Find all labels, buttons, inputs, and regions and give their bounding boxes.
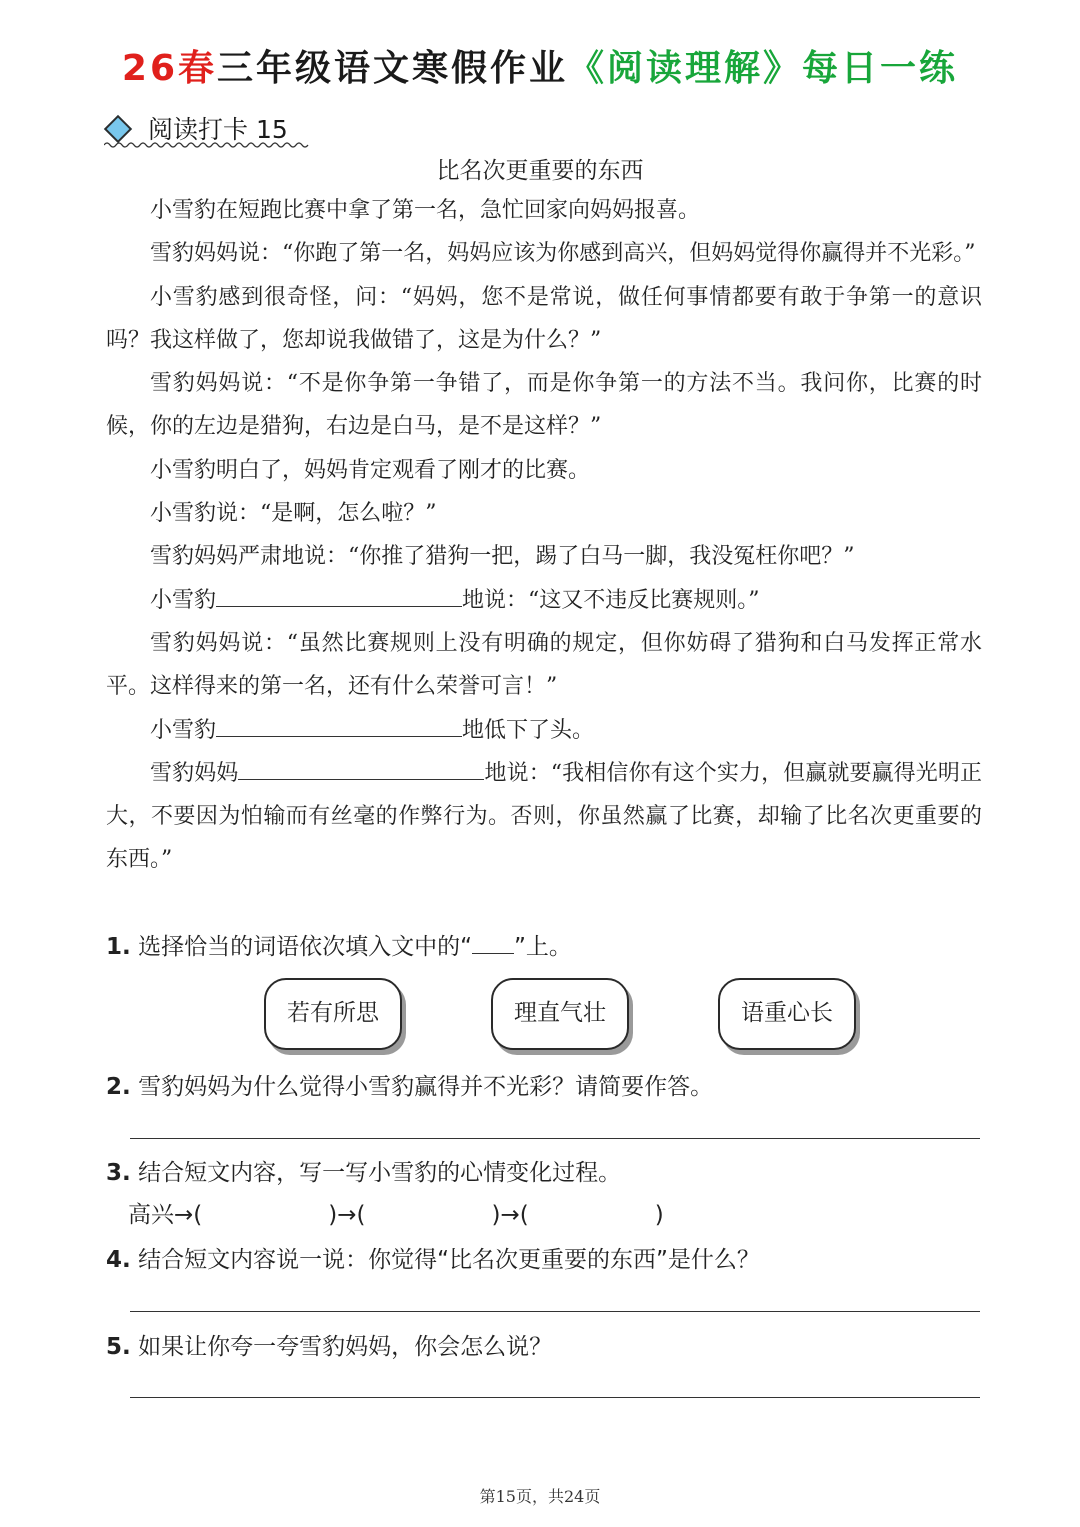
story-paragraph: 小雪豹明白了，妈妈肯定观看了刚才的比赛。 [150, 457, 591, 483]
story-paragraph: 小雪豹在短跑比赛中拿了第一名，急忙回家向妈妈报喜。 [150, 198, 701, 223]
mood-end: ) [654, 1202, 664, 1228]
choice-label: 若有所思 [287, 1000, 379, 1026]
question-text: 如果让你夸一夸雪豹妈妈，你会怎么说？ [138, 1334, 553, 1360]
story-paragraph-with-blank [106, 579, 982, 622]
mood-arrow: )→( [328, 1202, 366, 1228]
article-title: 比名次更重要的东西 [436, 158, 644, 184]
title-book: 《阅读理解》每日一练 [568, 48, 959, 89]
question-number: 5. [106, 1334, 131, 1360]
section-label: 阅读打卡 15 [148, 115, 288, 144]
fill-blank-3[interactable] [238, 757, 484, 780]
choice-card[interactable] [718, 978, 856, 1050]
mood-start: 高兴→( [128, 1202, 203, 1228]
story-paragraph: 小雪豹感到很奇怪，问：“妈妈，您不是常说，做任何事情都要有敢于争第一的意识吗？我这样做了，您却说我做错了，这是为什么？” [106, 284, 982, 353]
story-paragraph: 雪豹妈妈说：“虽然比赛规则上没有明确的规定，但你妨碍了猎狗和白马发挥正常水平。这样得来的第一名，还有什么荣誉可言！” [106, 630, 982, 700]
question-text: 选择恰当的词语依次填入文中的“ [138, 934, 472, 960]
question-number: 4. [106, 1247, 131, 1273]
page-title [0, 40, 1080, 91]
story-paragraph: 小雪豹说：“是啊，怎么啦？” [150, 501, 437, 527]
quote-blank [472, 933, 514, 954]
story-text: 地说：“这又不违反比赛规则。” [462, 587, 760, 613]
story-paragraph: 雪豹妈妈说：“你跑了第一名，妈妈应该为你感到高兴，但妈妈觉得你赢得并不光彩。” [150, 241, 976, 267]
answer-line-q2[interactable] [130, 1138, 980, 1139]
story-paragraph: 雪豹妈妈严肃地说：“你推了猎狗一把，踢了白马一脚，我没冤枉你吧？” [150, 544, 855, 570]
question-3 [106, 1154, 621, 1187]
fill-blank-1[interactable] [216, 584, 462, 607]
story-paragraph: 雪豹妈妈说：“不是你争第一争错了，而是你争第一的方法不当。我问你，比赛的时候，你的左边是猎狗，右边是白马，是不是这样？” [106, 371, 982, 440]
answer-line-q4[interactable] [130, 1311, 980, 1312]
story-text: 小雪豹 [150, 587, 217, 613]
question-2 [106, 1068, 713, 1101]
question-5 [106, 1328, 552, 1361]
story-text: 雪豹妈妈 [150, 760, 239, 786]
fill-blank-2[interactable] [216, 714, 462, 737]
story-paragraph-with-blank [106, 709, 982, 752]
wavy-underline [104, 140, 309, 150]
question-number: 2. [106, 1074, 131, 1100]
mood-chain [128, 1196, 664, 1229]
story-text: 地说：“我相信你有这个实力，但赢就要赢得光明正大，不要因为怕输而有丝毫的作弊行为。否则，你虽然赢了比赛，却输了比名次更重要的东西。” [106, 760, 982, 873]
choice-label: 语重心长 [741, 1000, 833, 1026]
story-paragraph-with-blank [106, 752, 982, 882]
question-4 [106, 1241, 760, 1274]
question-number: 1. [106, 934, 131, 960]
choice-label: 理直气壮 [514, 1000, 606, 1026]
question-number: 3. [106, 1160, 131, 1186]
question-text: 结合短文内容，写一写小雪豹的心情变化过程。 [138, 1160, 622, 1186]
question-text: 结合短文内容说一说：你觉得“比名次更重要的东西”是什么？ [138, 1247, 760, 1273]
title-year: 26春 [121, 48, 218, 89]
title-grade: 三年级语文寒假作业 [217, 48, 569, 89]
story-text: 地低下了头。 [462, 717, 595, 743]
question-text: ”上。 [513, 934, 572, 960]
mood-arrow: )→( [491, 1202, 529, 1228]
page-footer: 第15页，共24页 [479, 1487, 601, 1506]
choice-card[interactable] [264, 978, 402, 1050]
answer-line-q5[interactable] [130, 1397, 980, 1398]
diamond-icon [104, 115, 132, 143]
story-text: 小雪豹 [150, 717, 217, 743]
section-heading [104, 110, 309, 146]
choice-card[interactable] [491, 978, 629, 1050]
question-1 [106, 928, 572, 961]
story-body [106, 189, 982, 882]
question-text: 雪豹妈妈为什么觉得小雪豹赢得并不光彩？请简要作答。 [138, 1074, 714, 1100]
